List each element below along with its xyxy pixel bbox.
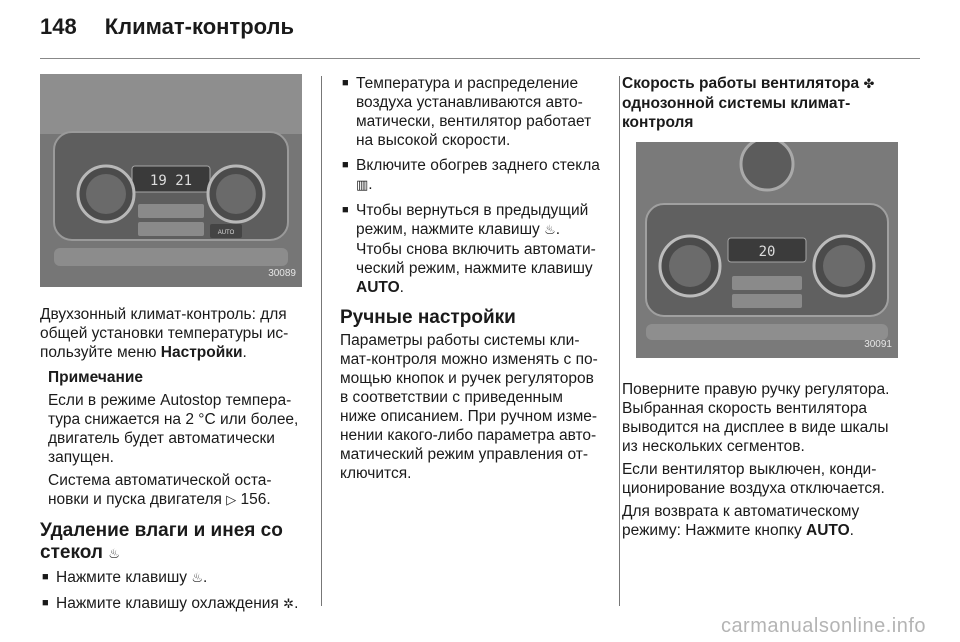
note-text-1: Если в режиме Autostop температура снижается на 2 °C или более, двигатель будет автоматически запущен. [48, 392, 299, 466]
intro-paragraph: Двухзонный климат-контроль: для общей установки температуры используйте меню Настройки. [40, 306, 289, 361]
note-block [48, 368, 302, 510]
page-header [40, 14, 294, 40]
auto-button-text: AUTO [356, 279, 400, 296]
panel-display: 20 [758, 244, 776, 260]
auto-button-text: AUTO [806, 522, 850, 539]
defrost-windshield-icon: ♨ [191, 571, 204, 586]
list-item: ■ Нажмите клавишу охлаждения ✲. [40, 594, 302, 614]
fan-paragraph-2: Если вентилятор выключен, кондиционирование воздуха отключается. [622, 461, 885, 497]
defrost-windshield-icon: ♨ [544, 223, 556, 238]
climate-panel-photo-single [636, 142, 898, 358]
fan-paragraph-1: Поверните правую ручку регулятора. Выбранная скорость вентилятора выводится на дисплее в виде шкалы из нескольких сегментов. [622, 381, 890, 455]
page-reference-icon: ▷ [226, 493, 237, 508]
note-text-2: Система автоматической остановки и пуска двигателя ▷ 156. [48, 472, 272, 508]
note-title: Примечание [48, 369, 143, 386]
section-title-defog: Удаление влаги и инея со стекол ♨ [40, 520, 283, 563]
section-title-fan-speed: Скорость работы вентилятора ✤ однозонной системы климат-контроля [622, 75, 875, 131]
column-2 [340, 74, 602, 487]
settings-menu-name: Настройки [160, 344, 243, 361]
section-title-manual: Ручные настройки [340, 307, 516, 328]
watermark: carmanualsonline.info [720, 615, 926, 637]
climate-panel-illustration [40, 74, 302, 287]
list-item: ■ Чтобы вернуться в предыдущий режим, нажмите клавишу ♨. Чтобы снова включить автоматический режим, нажмите клавишу AUTO. [340, 201, 602, 297]
list-item: ■ Нажмите клавишу ♨. [40, 568, 302, 588]
column-divider [619, 76, 620, 606]
auto-button-label: AUTO [217, 230, 235, 236]
defog-steps [40, 568, 302, 614]
defrost-windshield-icon: ♨ [108, 547, 120, 562]
list-item: ■ Включите обогрев заднего стекла ▥. [340, 156, 602, 195]
climate-panel-illustration [636, 142, 898, 358]
fan-paragraph-3: Для возврата к автоматическому режиму: Нажмите кнопку AUTO. [622, 503, 860, 539]
column-3 [622, 74, 902, 544]
photo-code: 30091 [864, 339, 892, 350]
column-divider [321, 76, 322, 606]
list-item: ■ Температура и распределение воздуха устанавливаются автоматически, вентилятор работает на высокой скорости. [340, 74, 602, 150]
page-title: Климат-контроль [104, 14, 295, 39]
snowflake-cooling-icon: ✲ [283, 597, 295, 612]
column-1 [40, 74, 302, 620]
panel-display: 19 21 [149, 173, 193, 189]
defog-details [340, 74, 602, 297]
header-divider [40, 58, 920, 59]
manual-paragraph: Параметры работы системы климат-контроля можно изменять с помощью кнопок и ручек регуляторов в соответствии с приведенным ниже описанием. При ручном изменении какого-либо параметра автоматический режим управления отключится. [340, 332, 598, 482]
photo-code: 30089 [268, 268, 296, 279]
climate-panel-photo-dual [40, 74, 302, 287]
page-number: 148 [40, 14, 77, 39]
fan-icon: ✤ [863, 77, 875, 92]
rear-window-heater-icon: ▥ [356, 178, 369, 193]
